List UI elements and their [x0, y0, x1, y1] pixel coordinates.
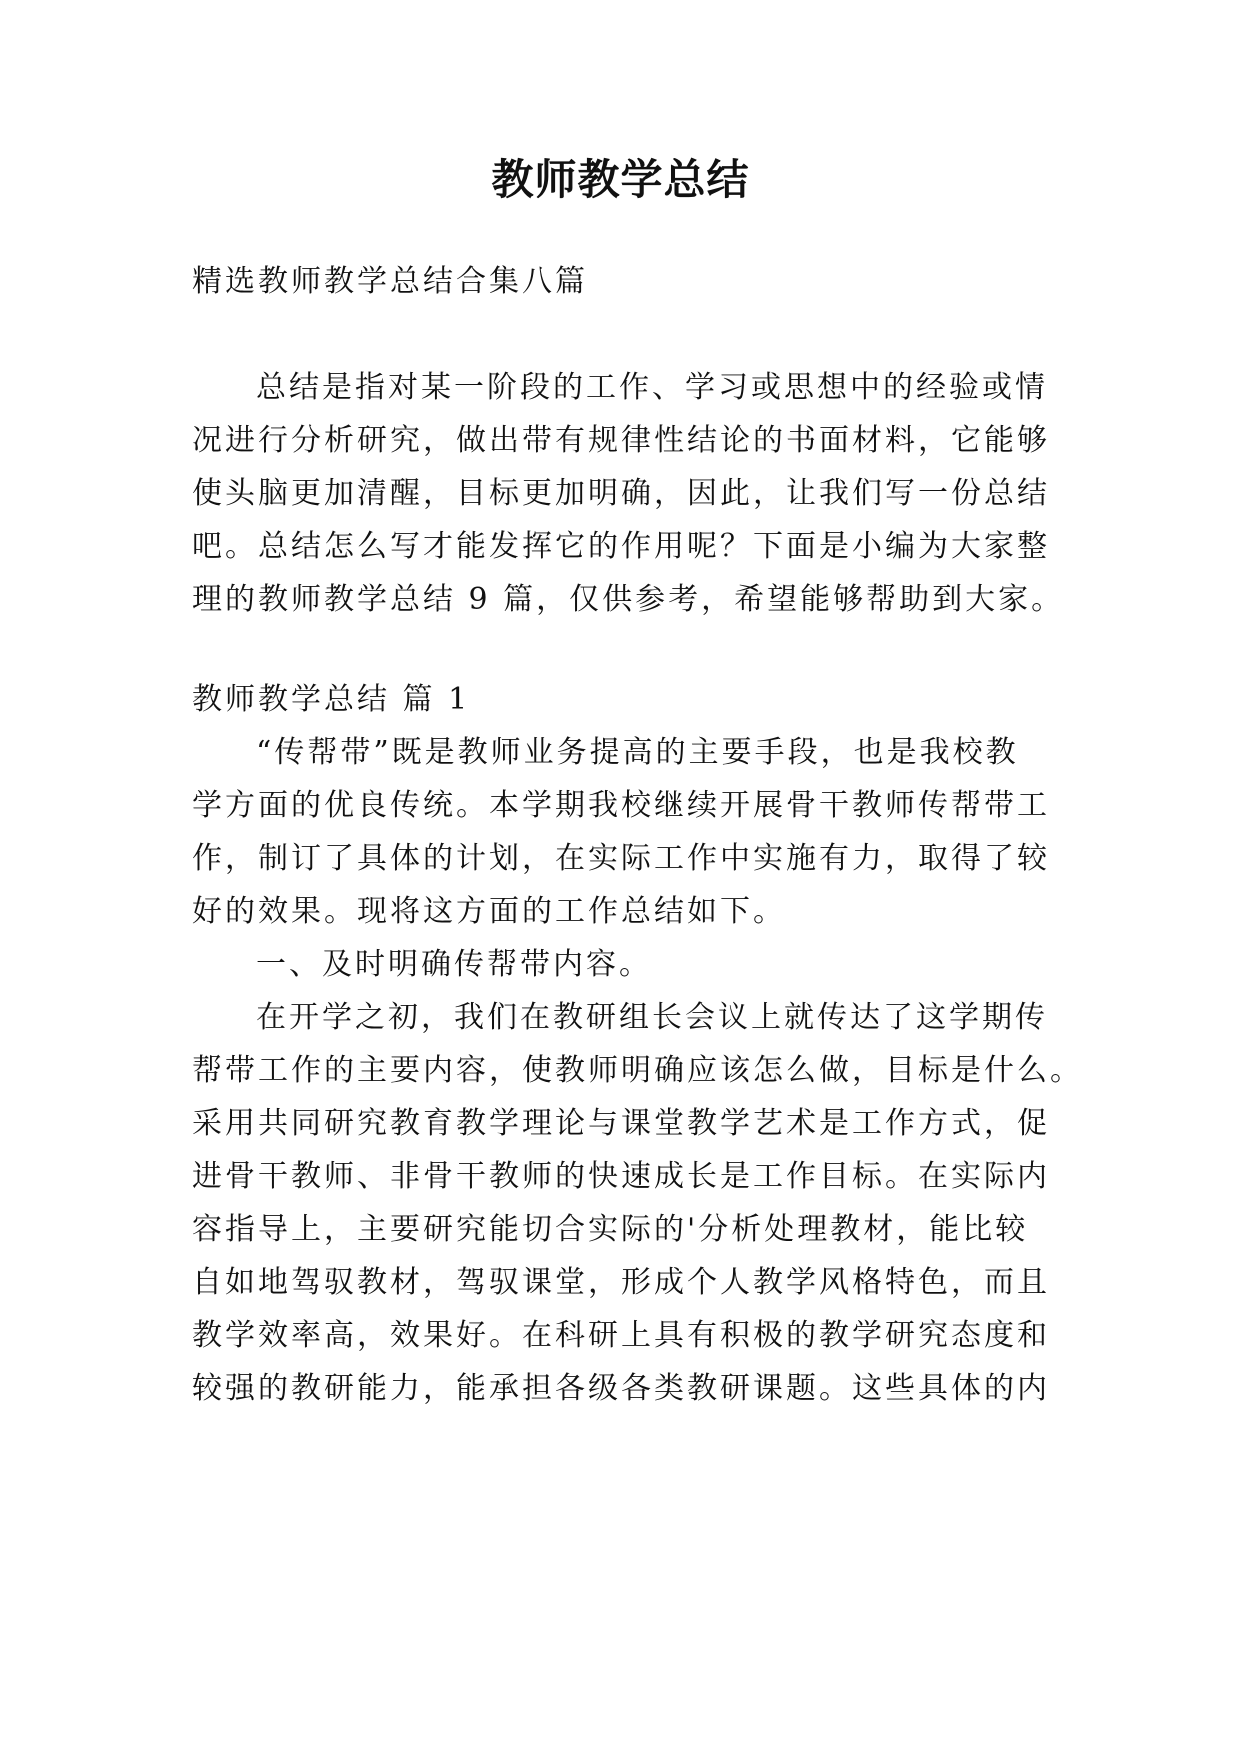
intro-line: 吧。总结怎么写才能发挥它的作用呢？下面是小编为大家整: [192, 529, 1050, 564]
paragraph-line: “传帮带”既是教师业务提高的主要手段，也是我校教: [256, 735, 1019, 770]
paragraph-line: 较强的教研能力，能承担各级各类教研课题。这些具体的内: [192, 1371, 1050, 1406]
paragraph-line: 好的效果。现将这方面的工作总结如下。: [192, 894, 786, 929]
paragraph-line: 容指导上，主要研究能切合实际的'分析处理教材，能比较: [192, 1212, 1029, 1247]
paragraph-line: 教学效率高，效果好。在科研上具有积极的教学研究态度和: [192, 1318, 1050, 1353]
point-heading: 一、及时明确传帮带内容。: [256, 947, 652, 982]
paragraph-line: 作，制订了具体的计划，在实际工作中实施有力，取得了较: [192, 841, 1050, 876]
intro-line: 况进行分析研究，做出带有规律性结论的书面材料，它能够: [192, 423, 1050, 458]
document-subtitle: 精选教师教学总结合集八篇: [192, 264, 588, 299]
paragraph-line: 采用共同研究教育教学理论与课堂教学艺术是工作方式，促: [192, 1106, 1050, 1141]
paragraph-line: 进骨干教师、非骨干教师的快速成长是工作目标。在实际内: [192, 1159, 1050, 1194]
paragraph-line: 在开学之初，我们在教研组长会议上就传达了这学期传: [256, 1000, 1048, 1035]
intro-line: 使头脑更加清醒，目标更加明确，因此，让我们写一份总结: [192, 476, 1050, 511]
document-title: 教师教学总结: [491, 155, 750, 204]
paragraph-line: 帮带工作的主要内容，使教师明确应该怎么做，目标是什么。: [192, 1053, 1083, 1088]
paragraph-line: 学方面的优良传统。本学期我校继续开展骨干教师传帮带工: [192, 788, 1050, 823]
intro-line: 理的教师教学总结 9 篇，仅供参考，希望能够帮助到大家。: [192, 582, 1065, 617]
section-heading: 教师教学总结 篇 1: [192, 682, 471, 717]
intro-line: 总结是指对某一阶段的工作、学习或思想中的经验或情: [256, 370, 1048, 405]
paragraph-line: 自如地驾驭教材，驾驭课堂，形成个人教学风格特色，而且: [192, 1265, 1050, 1300]
